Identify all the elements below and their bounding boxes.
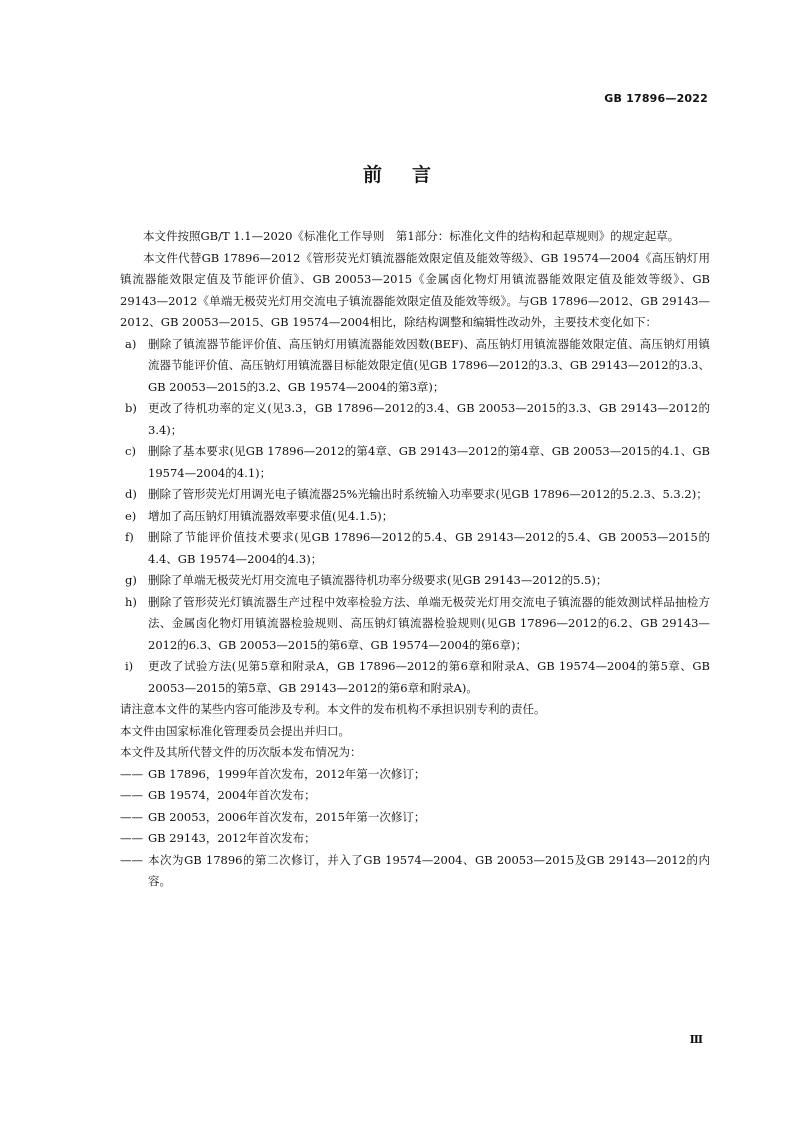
history-intro: 本文件及其所代替文件的历次版本发布情况为： xyxy=(120,745,362,759)
list-marker: i) xyxy=(125,659,134,673)
list-item xyxy=(120,506,710,528)
history-item xyxy=(120,828,710,850)
list-item xyxy=(120,484,710,506)
history-item xyxy=(120,764,710,786)
history-dash: —— xyxy=(120,831,143,845)
list-marker: c) xyxy=(125,444,136,458)
list-item-text: 删除了镇流器节能评价值、高压钠灯用镇流器能效因数(BEF)、高压钠灯用镇流器能效限定值、高压钠灯用镇流器节能评价值、高压钠灯用镇流器目标能效限定值(见GB 17896—2012的3.3、GB 29143—2012的3.3、GB 20053—2015的3.2、GB 19574—2004的第3章)； xyxy=(148,336,710,394)
history-item xyxy=(120,807,710,829)
standard-code: GB 17896—2022 xyxy=(604,92,708,105)
history-item xyxy=(120,785,710,807)
list-item xyxy=(120,656,710,699)
version-history-list xyxy=(120,764,710,893)
list-item-text: 删除了单端无极荧光灯用交流电子镇流器待机功率分级要求(见GB 29143—2012的5.5)； xyxy=(148,573,608,587)
paragraph-drafting-basis: 本文件按照GB/T 1.1—2020《标准化工作导则 第1部分：标准化文件的结构和起草规则》的规定起草。 xyxy=(143,229,680,243)
history-dash: —— xyxy=(120,852,143,867)
page-number: Ⅲ xyxy=(689,1033,703,1046)
list-marker: f) xyxy=(125,530,134,544)
list-item xyxy=(120,441,710,484)
list-item-text: 更改了待机功率的定义(见3.3，GB 17896—2012的3.4、GB 20053—2015的3.3、GB 29143—2012的3.4)； xyxy=(148,401,710,437)
history-dash: —— xyxy=(120,788,143,802)
technical-changes-list xyxy=(120,334,710,700)
list-marker: b) xyxy=(125,401,137,415)
list-item-text: 删除了节能评价值技术要求(见GB 17896—2012的5.4、GB 29143—2012的5.4、GB 20053—2015的4.4、GB 19574—2004的4.3)； xyxy=(148,530,710,566)
list-item xyxy=(120,527,710,570)
history-text: GB 17896，1999年首次发布，2012年第一次修订； xyxy=(148,766,426,781)
history-text: GB 19574，2004年首次发布； xyxy=(148,788,316,802)
history-item xyxy=(120,850,710,893)
list-item xyxy=(120,570,710,592)
patent-notice: 请注意本文件的某些内容可能涉及专利。本文件的发布机构不承担识别专利的责任。 xyxy=(120,702,546,716)
history-dash: —— xyxy=(120,766,143,781)
list-item-text: 更改了试验方法(见第5章和附录A，GB 17896—2012的第6章和附录A、GB 19574—2004的第5章、GB 20053—2015的第5章、GB 29143—2012的第6章和附录A)。 xyxy=(148,659,710,695)
list-item xyxy=(120,592,710,657)
list-item xyxy=(120,334,710,399)
list-item-text: 删除了管形荧光灯镇流器生产过程中效率检验方法、单端无极荧光灯用交流电子镇流器的能效测试样品抽检方法、金属卤化物灯用镇流器检验规则、高压钠灯镇流器检验规则(见GB 17896—2012的6.2、GB 29143—2012的6.3、GB 20053—2015的第6章、GB 19574—2004的第6章)； xyxy=(148,594,710,652)
list-marker: a) xyxy=(125,336,137,351)
history-text: GB 20053，2006年首次发布，2015年第一次修订； xyxy=(148,809,426,824)
list-marker: e) xyxy=(125,508,137,523)
list-item-text: 删除了基本要求(见GB 17896—2012的第4章、GB 29143—2012的第4章、GB 20053—2015的4.1、GB 19574—2004的4.1)； xyxy=(148,444,710,480)
list-marker: g) xyxy=(125,573,137,587)
list-item xyxy=(120,398,710,441)
history-dash: —— xyxy=(120,809,143,824)
history-text: GB 29143，2012年首次发布； xyxy=(148,831,316,845)
history-text: 本次为GB 17896的第二次修订，并入了GB 19574—2004、GB 20053—2015及GB 29143—2012的内容。 xyxy=(148,852,710,888)
list-item-text: 删除了管形荧光灯用调光电子镇流器25%光输出时系统输入功率要求(见GB 17896—2012的5.2.3、5.3.2)； xyxy=(148,487,708,501)
paragraph-replacement: 本文件代替GB 17896—2012《管形荧光灯镇流器能效限定值及能效等级》、GB 19574—2004《高压钠灯用镇流器能效限定值及节能评价值》、GB 20053—2015《金属卤化物灯用镇流器能效限定值及能效等级》、GB 29143—2012《单端无极荧光灯用交流电子镇流器能效限定值及能效等级》。与GB 17896—2012、GB 29143—2012、GB 20053—2015、GB 19574—2004相比，除结构调整和编辑性改动外，主要技术变化如下： xyxy=(120,250,710,329)
list-marker: d) xyxy=(125,487,137,501)
list-marker: h) xyxy=(125,594,137,609)
page-title: 前言 xyxy=(362,164,461,186)
proposer-statement: 本文件由国家标准化管理委员会提出并归口。 xyxy=(120,723,350,738)
list-item-text: 增加了高压钠灯用镇流器效率要求值(见4.1.5)； xyxy=(148,508,394,523)
document-body xyxy=(120,226,710,893)
